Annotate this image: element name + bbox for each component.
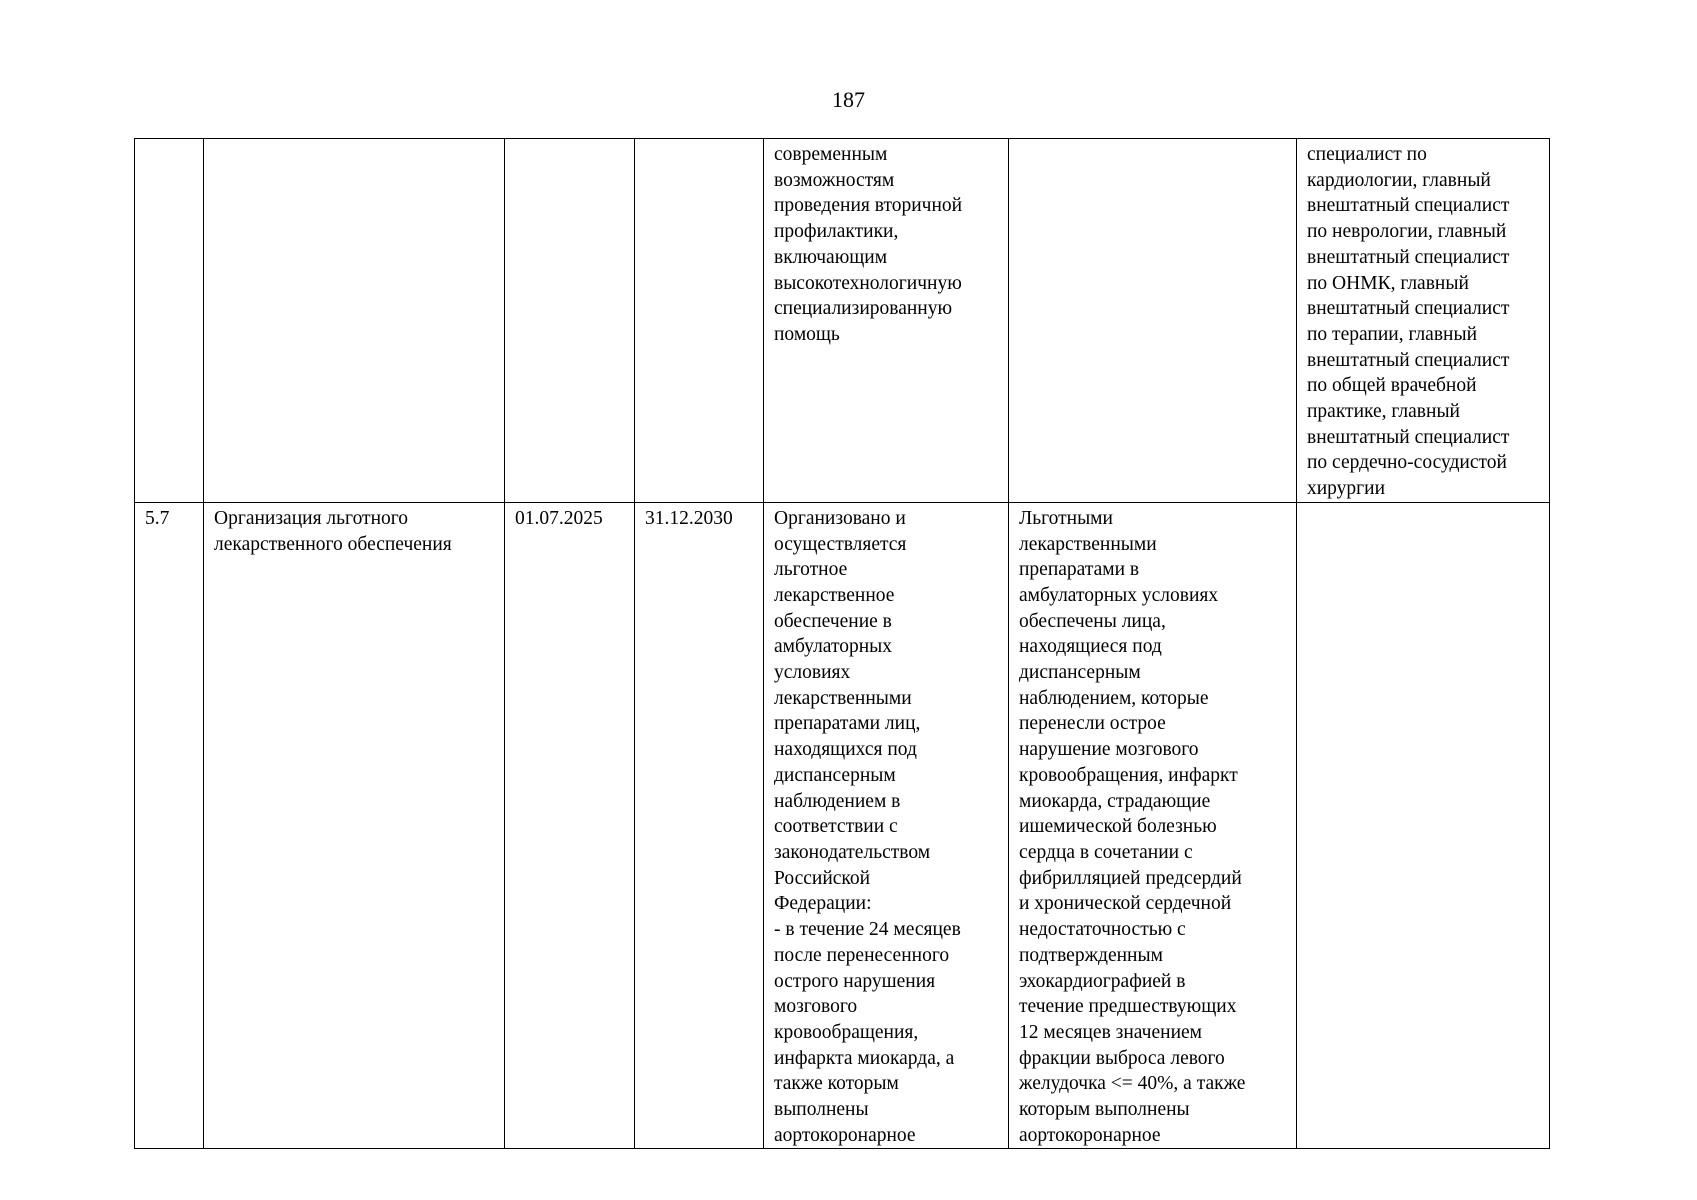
cell-measure-name [204,139,505,503]
cell-description: Организовано и осуществляется льготное лекарственное обеспечение в амбулаторных условиях лекарственными препаратами лиц, находящихся под диспансерным наблюдением в соответствии с законодательством Российской Федерации: - в течение 24 месяцев после перенесенного острого нарушения мозгового кровообращения, инфаркта миокарда, а также которым выполнены аортокоронарное [764,502,1009,1149]
table-row [135,139,1550,503]
cell-responsible: специалист по кардиологии, главный внештатный специалист по неврологии, главный внештатный специалист по ОНМК, главный внештатный специалист по терапии, главный внештатный специалист по общей врачебной практике, главный внештатный специалист по сердечно-сосудистой хирургии [1297,139,1550,503]
cell-responsible [1297,502,1550,1149]
cell-start-date [505,139,635,503]
cell-measure-name: Организация льготного лекарственного обеспечения [204,502,505,1149]
page-number: 187 [832,87,865,112]
cell-number [135,139,204,503]
cell-start-date: 01.07.2025 [505,502,635,1149]
cell-end-date [635,139,764,503]
cell-number: 5.7 [135,502,204,1149]
cell-end-date: 31.12.2030 [635,502,764,1149]
measures-table [134,138,1550,1149]
cell-result: Льготными лекарственными препаратами в амбулаторных условиях обеспечены лица, находящиеся под диспансерным наблюдением, которые перенесли острое нарушение мозгового кровообращения, инфаркт миокарда, страдающие ишемической болезнью сердца в сочетании с фибрилляцией предсердий и хронической сердечной недостаточностью с подтвержденным эхокардиографией в течение предшествующих 12 месяцев значением фракции выброса левого желудочка <= 40%, а также которым выполнены аортокоронарное [1009,502,1297,1149]
cell-description: современным возможностям проведения вторичной профилактики, включающим высокотехнологичную специализированную помощь [764,139,1009,503]
cell-result [1009,139,1297,503]
table-row [135,502,1550,1149]
